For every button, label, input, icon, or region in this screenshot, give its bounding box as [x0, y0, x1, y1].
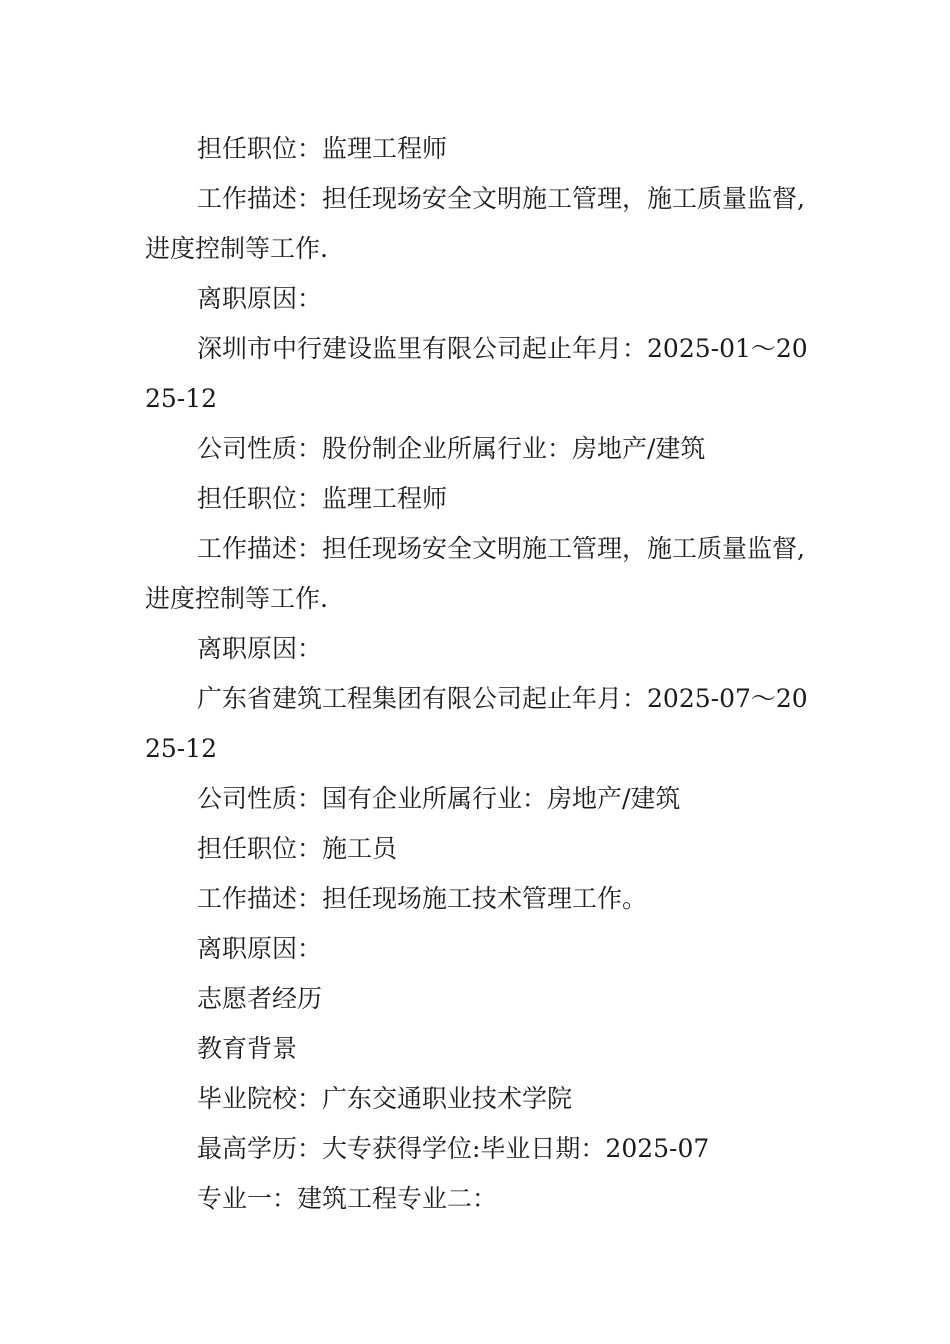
paragraph-position-1: 担任职位：监理工程师: [197, 134, 448, 163]
paragraph-major: 专业一：建筑工程专业二：: [197, 1184, 498, 1213]
section-heading-volunteer: 志愿者经历: [197, 984, 323, 1013]
paragraph-leave-reason-2: 离职原因：: [197, 634, 323, 663]
paragraph-company-type-3: 公司性质：国有企业所属行业：房地产/建筑: [197, 784, 681, 813]
paragraph-company-2: 深圳市中行建设监里有限公司起止年月：2025-01～2025-12: [145, 334, 808, 413]
paragraph-position-3: 担任职位：施工员: [197, 834, 398, 863]
paragraph-description-2: 工作描述：担任现场安全文明施工管理，施工质量监督,进度控制等工作.: [145, 534, 805, 613]
paragraph-description-3: 工作描述：担任现场施工技术管理工作。: [197, 884, 648, 913]
paragraph-description-1: 工作描述：担任现场安全文明施工管理，施工质量监督,进度控制等工作.: [145, 184, 805, 263]
paragraph-leave-reason-3: 离职原因：: [197, 934, 323, 963]
paragraph-leave-reason-1: 离职原因：: [197, 284, 323, 313]
paragraph-school: 毕业院校：广东交通职业技术学院: [197, 1084, 573, 1113]
paragraph-degree: 最高学历：大专获得学位:毕业日期：2025-07: [197, 1134, 710, 1163]
section-heading-education: 教育背景: [197, 1034, 298, 1063]
paragraph-company-type-2: 公司性质：股份制企业所属行业：房地产/建筑: [197, 434, 706, 463]
paragraph-position-2: 担任职位：监理工程师: [197, 484, 448, 513]
paragraph-company-3: 广东省建筑工程集团有限公司起止年月：2025-07～2025-12: [145, 684, 808, 763]
